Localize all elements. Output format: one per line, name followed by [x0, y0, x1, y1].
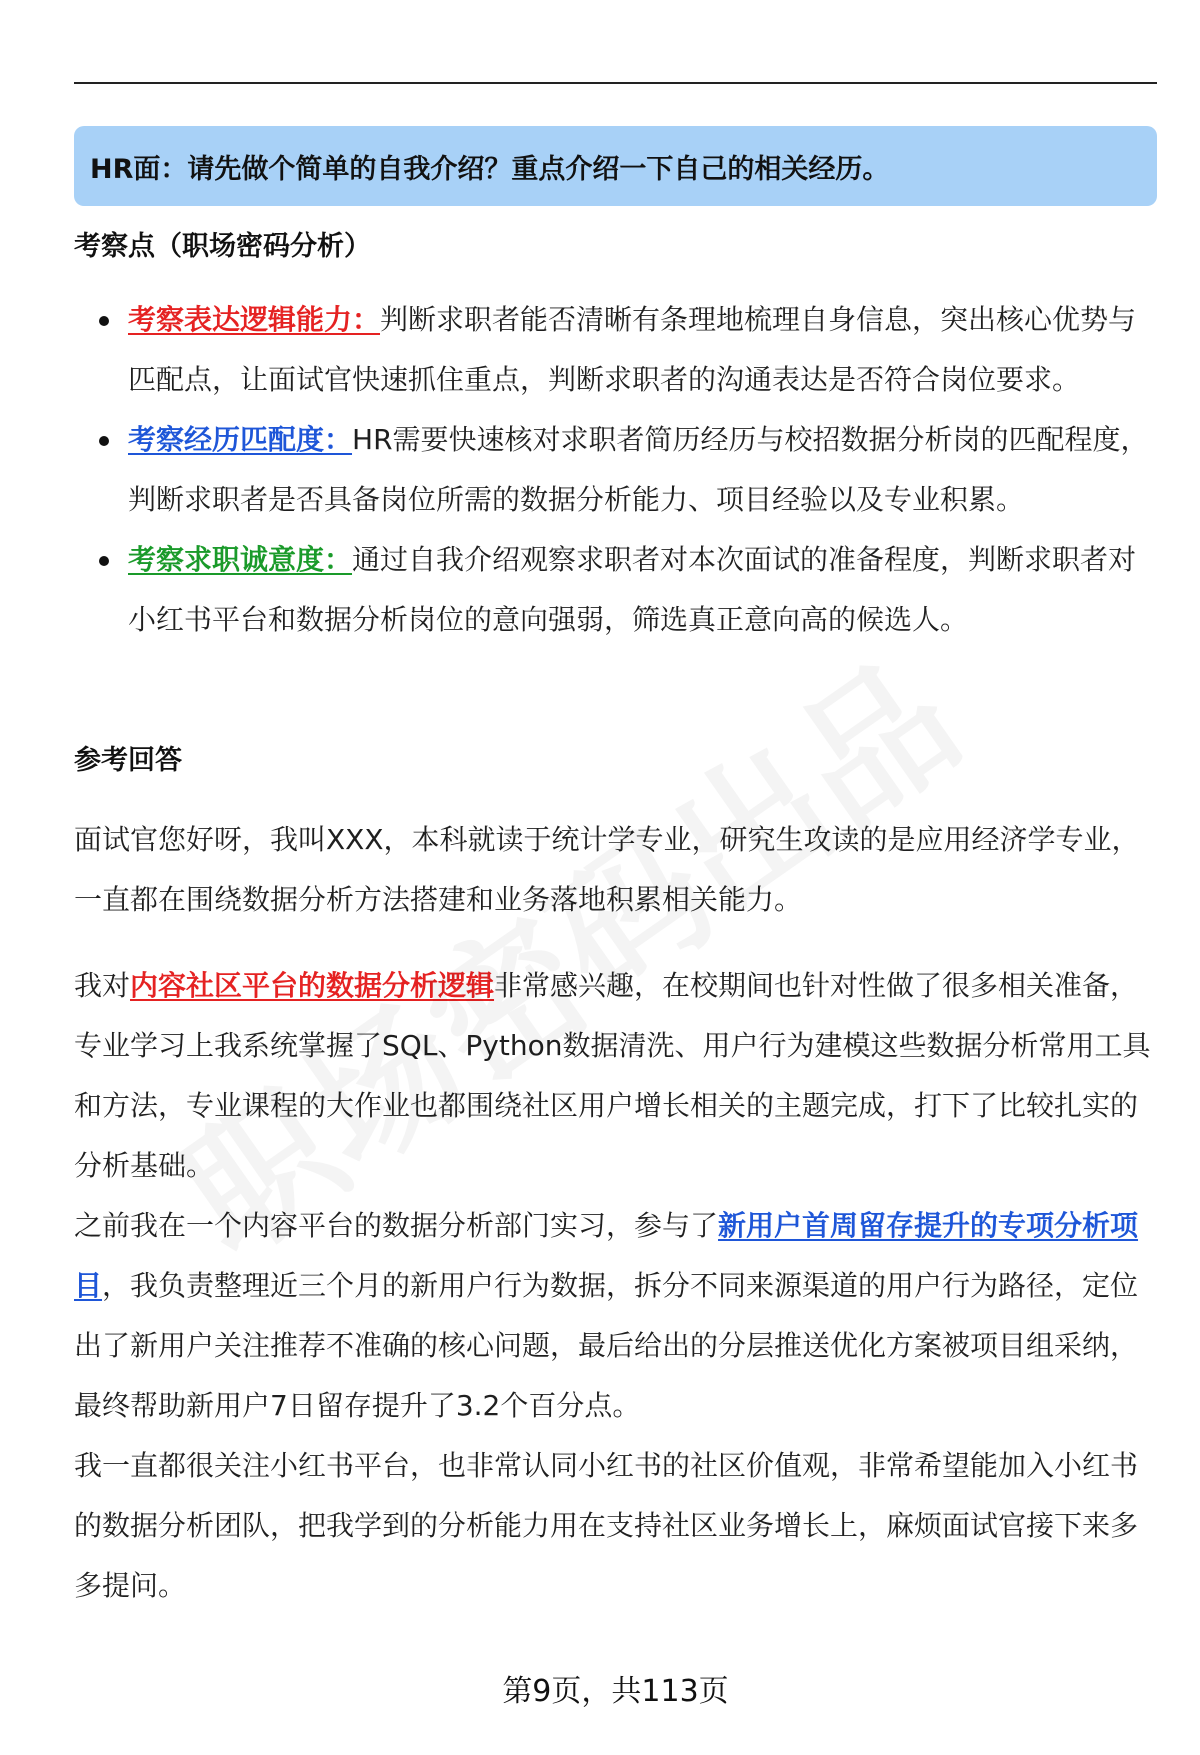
point-text: 通过自我介绍观察求职者对本次面试的准备程度，判断求职者对小红书平台和数据分析岗位的意向强弱，筛选真正意向高的候选人。 [128, 543, 1137, 636]
assessment-point [74, 290, 1157, 410]
point-label: 考察经历匹配度： [128, 423, 353, 456]
assessment-points [74, 290, 1157, 650]
assessment-point [74, 530, 1157, 650]
highlight-blue: 新用户首周留存提升的专项分析项目 [74, 1209, 1139, 1302]
assessment-point [74, 410, 1157, 530]
point-label: 考察求职诚意度： [128, 543, 353, 576]
document-page [74, 0, 1157, 1755]
point-text: HR需要快速核对求职者简历经历与校招数据分析岗的匹配程度，判断求职者是否具备岗位所需的数据分析能力、项目经验以及专业积累。 [128, 423, 1149, 516]
point-text: 判断求职者能否清晰有条理地梳理自身信息，突出核心优势与匹配点，让面试官快速抓住重点，判断求职者的沟通表达是否符合岗位要求。 [128, 303, 1137, 396]
highlight-red: 内容社区平台的数据分析逻辑 [130, 969, 495, 1002]
answer-paragraph-closing: 我一直都很关注小红书平台，也非常认同小红书的社区价值观，非常希望能加入小红书的数据分析团队，把我学到的分析能力用在支持社区业务增长上，麻烦面试官接下来多多提问。 [74, 1449, 1139, 1602]
question-banner [74, 126, 1157, 206]
section-title-answer: 参考回答 [74, 745, 182, 776]
page-footer: 第9页，共113页 [502, 1674, 729, 1709]
answer-paragraph-interest: 我对内容社区平台的数据分析逻辑非常感兴趣，在校期间也针对性做了很多相关准备，专业学习上我系统掌握了SQL、Python数据清洗、用户行为建模这些数据分析常用工具和方法，专业课程的大作业也都围绕社区用户增长相关的主题完成，打下了比较扎实的分析基础。 [74, 969, 1151, 1182]
section-title-assessment: 考察点（职场密码分析） [74, 231, 371, 262]
question-text: HR面：请先做个简单的自我介绍？重点介绍一下自己的相关经历。 [90, 153, 890, 185]
answer-paragraph-internship: 之前我在一个内容平台的数据分析部门实习，参与了新用户首周留存提升的专项分析项目，我负责整理近三个月的新用户行为数据，拆分不同来源渠道的用户行为路径，定位出了新用户关注推荐不准确的核心问题，最后给出的分层推送优化方案被项目组采纳，最终帮助新用户7日留存提升了3.2个百分点。 [74, 1209, 1139, 1422]
point-label: 考察表达逻辑能力： [128, 303, 381, 336]
top-divider [74, 82, 1157, 84]
answer-paragraph-intro: 面试官您好呀，我叫XXX，本科就读于统计学专业，研究生攻读的是应用经济学专业，一直都在围绕数据分析方法搭建和业务落地积累相关能力。 [74, 823, 1140, 916]
